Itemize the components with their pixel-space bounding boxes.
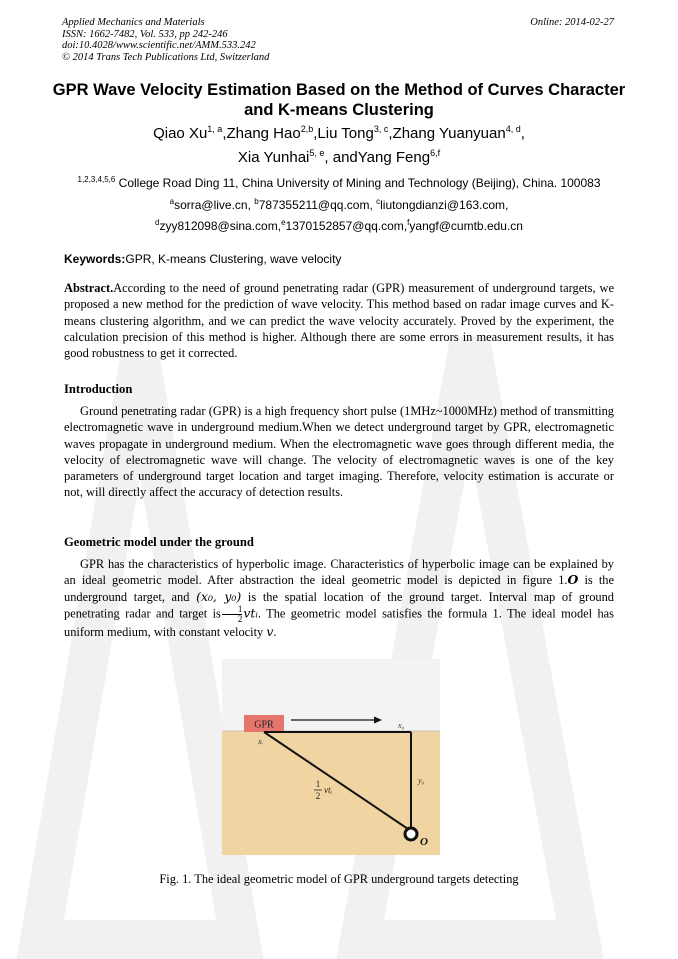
author-affil-sup: 4, d [505, 124, 521, 134]
author-name: Yang Feng [357, 149, 431, 166]
section-heading-introduction: Introduction [64, 382, 133, 396]
email-address[interactable]: yangf@cumtb.edu.cn [409, 219, 523, 233]
velocity-symbol: v [266, 623, 274, 639]
keywords-text: GPR, K-means Clustering, wave velocity [125, 252, 342, 266]
paper-title: GPR Wave Velocity Estimation Based on the Method of Curves Character and K-means Clustering [52, 81, 626, 119]
journal-info [62, 17, 269, 63]
affiliation-sup: 1,2,3,4,5,6 [77, 175, 116, 184]
y0-label: y₀ [418, 776, 425, 785]
fraction-denominator: 2 [237, 613, 243, 624]
email-address[interactable]: 1370152857@qq.com [285, 219, 404, 233]
affiliation-text: College Road Ding 11, China University of Mining and Technology (Beijing), China. 100083 [118, 176, 601, 190]
email-sup: c [376, 197, 381, 206]
author-separator: , [324, 149, 329, 166]
author-line-1 [50, 122, 628, 146]
author-name: Zhang Hao [226, 125, 301, 142]
email-address[interactable]: zyy812098@sina.com [159, 219, 278, 233]
target-marker [405, 828, 417, 840]
abstract [64, 280, 614, 361]
geom-text-1: GPR has the characteristics of hyperbolic image. Characteristics of hyperbolic image can be explained by an ideal geometric model. After abstraction the ideal geometric model is depicted in figure 1. [64, 557, 614, 588]
vti-label: vtᵢ [324, 785, 332, 795]
author-name: Liu Tong [317, 125, 374, 142]
journal-name: Applied Mechanics and Materials [62, 17, 205, 28]
xi-label: xᵢ [258, 737, 263, 746]
figure-1-geometric-model [222, 659, 440, 855]
author-separator: , [222, 125, 227, 142]
geom-text-2: is the underground target, and [64, 573, 614, 604]
introduction-paragraph: Ground penetrating radar (GPR) is a high frequency short pulse (1MHz~1000MHz) method of transmitting electromagnetic wave in underground medium.When we detect underground target by GPR, electromagnetic waves propagate in underground medium. When the electromagnetic wave goes through different media, the velocity of electromagnetic wave will change. The velocity of electromagnetic waves is one of the key parameters of underground target location and target imaging. Therefore, velocity estimation is accurate or not, will directly affect the accuracy of detection results. [64, 404, 614, 500]
author-separator: , [388, 125, 393, 142]
email-sup: a [169, 197, 175, 206]
target-label: O [420, 836, 428, 848]
email-sup: d [155, 218, 160, 227]
vt-expression: vtᵢ [243, 605, 258, 621]
keywords-label: Keywords: [64, 252, 126, 266]
author-line-2 [50, 146, 628, 170]
email-address[interactable]: 787355211@qq.com [258, 198, 370, 212]
coordinate-expression: (x₀, y₀) [196, 588, 242, 604]
journal-copyright: © 2014 Trans Tech Publications Ltd, Switzerland [62, 51, 270, 63]
figure-caption: Fig. 1. The ideal geometric model of GPR underground targets detecting [159, 872, 519, 886]
author-and: and [332, 149, 358, 166]
author-affil-sup: 1, a [207, 124, 223, 134]
author-separator: , [313, 125, 318, 142]
email-sup: f [407, 218, 410, 227]
geom-text-3: is the spatial location of the ground target. Interval map of ground penetrating radar and target is [64, 589, 614, 621]
author-name: Zhang Yuanyuan [392, 125, 506, 142]
geom-text-5: . [273, 624, 277, 639]
author-affil-sup: 2,b [300, 124, 314, 134]
abstract-text: According to the need of ground penetrating radar (GPR) measurement of underground targets, we proposed a new method for the prediction of wave velocity. This method based on radar image curves and K-means clustering algorithm, and we can predict the wave velocity accurately. Proved by the experiment, the calculation precision of this method is higher. Although there are some errors in measurement results, it has good robustness to get it corrected. [64, 281, 614, 361]
email-sup: e [281, 218, 286, 227]
half-fraction [222, 605, 243, 624]
half-num-label: 1 [315, 779, 321, 789]
author-affil-sup: 5, e [309, 148, 325, 158]
half-den-label: 2 [315, 791, 321, 801]
email-sup: b [254, 197, 259, 206]
email-line-1: $^a$sorra@live.cn, $^b$787355211@qq.com, $^c$liutongdianzi@163.com, [169, 197, 509, 212]
fraction-numerator: 1 [222, 605, 243, 615]
email-line-2: $^d$zyy812098@sina.com,$^e$1370152857@qq.com,$^f$yangf@cumtb.edu.cn [155, 218, 523, 233]
online-date: Online: 2014-02-27 [530, 17, 614, 28]
author-affil-sup: 3, c [373, 124, 389, 134]
journal-doi: doi:10.4028/www.scientific.net/AMM.533.242 [62, 40, 256, 51]
section-heading-geometric-model: Geometric model under the ground [64, 535, 254, 549]
author-affil-sup: 6,f [430, 148, 441, 158]
email-address[interactable]: sorra@live.cn [174, 198, 248, 212]
target-symbol: O [567, 572, 579, 588]
email-address[interactable]: liutongdianzi@163.com [380, 198, 506, 212]
x0-label: x₀ [398, 721, 405, 730]
author-list [50, 122, 628, 170]
author-name: Xia Yunhai [237, 149, 310, 166]
author-name: Qiao Xu [153, 125, 208, 142]
author-separator: , [520, 125, 525, 142]
abstract-label: Abstract. [64, 281, 114, 295]
journal-issn: ISSN: 1662-7482, Vol. 533, pp 242-246 [62, 28, 228, 40]
geometric-model-paragraph [64, 556, 614, 640]
gpr-label: GPR [254, 719, 274, 731]
keywords [64, 252, 616, 266]
geom-text-4: . The geometric model satisfies the formula 1. The ideal model has uniform medium, with constant velocity [64, 606, 614, 639]
affiliation [50, 175, 628, 191]
